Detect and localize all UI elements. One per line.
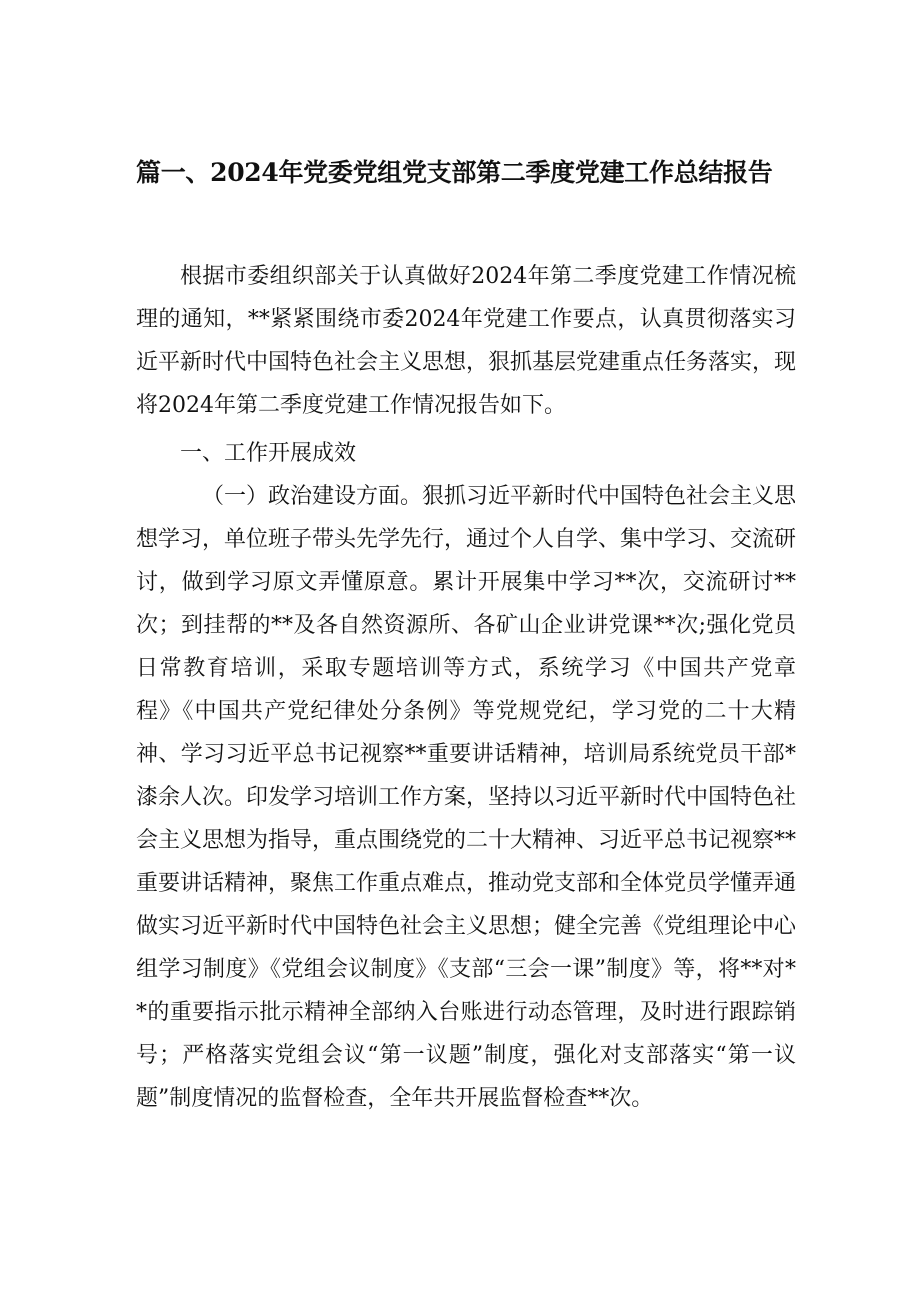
political-building-paragraph: （一）政治建设方面。狠抓习近平新时代中国特色社会主义思想学习，单位班子带头先学先行，通过个人自学、集中学习、交流研讨，做到学习原文弄懂原意。累计开展集中学习**次，交流研讨**次；到挂帮的**及各自然资源所、各矿山企业讲党课**次;强化党员日常教育培训，采取专题培训等方式，系统学习《中国共产党章程》《中国共产党纪律处分条例》等党规党纪，学习党的二十大精神、学习习近平总书记视察**重要讲话精神，培训局系统党员干部*漆余人次。印发学习培训工作方案，坚持以习近平新时代中国特色社会主义思想为指导，重点围绕党的二十大精神、习近平总书记视察**重要讲话精神，聚焦工作重点难点，推动党支部和全体党员学懂弄通做实习近平新时代中国特色社会主义思想；健全完善《党组理论中心组学习制度》《党组会议制度》《支部“三会一课”制度》等，将**对**的重要指示批示精神全部纳入台账进行动态管理，及时进行跟踪销号；严格落实党组会议“第一议题”制度，强化对支部落实“第一议题”制度情况的监督检查，全年共开展监督检查**次。 [136,484,797,1111]
section-heading-work-results: 一、工作开展成效 [180,441,357,466]
intro-paragraph: 根据市委组织部关于认真做好2024年第二季度党建工作情况梳理的通知，**紧紧围绕市委2024年党建工作要点，认真贯彻落实习近平新时代中国特色社会主义思想，狠抓基层党建重点任务落实，现将2024年第二季度党建工作情况报告如下。 [136,264,797,418]
document-title: 篇一、2024年党委党组党支部第二季度党建工作总结报告 [136,158,773,187]
